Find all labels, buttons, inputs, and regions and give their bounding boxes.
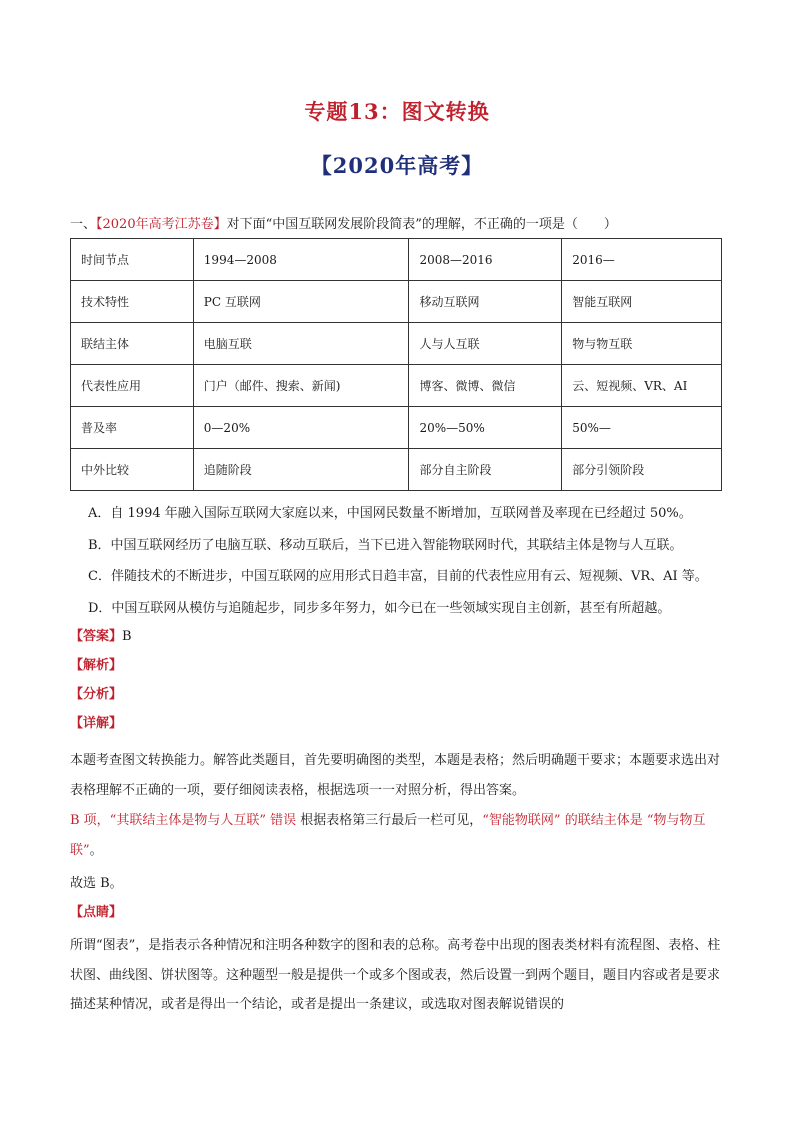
table-cell: 中外比较 bbox=[71, 449, 194, 491]
table-row bbox=[71, 365, 722, 407]
table-row bbox=[71, 323, 722, 365]
table-cell: 普及率 bbox=[71, 407, 194, 449]
answer-section bbox=[70, 622, 730, 738]
fenxi-label: 【分析】 bbox=[70, 687, 123, 702]
pointer-text: 所谓“图表”，是指表示各种情况和注明各种数字的图和表的总称。高考卷中出现的图表类材料有流程图、表格、柱状图、曲线图、饼状图等。这种题型一般是提供一个或多个图或表，然后设置一到两个题目，题目内容或者是要求描述某种情况，或者是得出一个结论，或者是提出一条建议，或选取对图表解说错误的 bbox=[70, 938, 721, 1012]
internet-stage-table bbox=[70, 238, 722, 491]
table-cell: 2008—2016 bbox=[409, 239, 562, 281]
analysis-label: 【解析】 bbox=[70, 658, 123, 673]
option-b: B．中国互联网经历了电脑互联、移动互联后，当下已进入智能物联网时代，其联结主体是物与人互联。 bbox=[88, 537, 683, 553]
table-cell: 部分自主阶段 bbox=[409, 449, 562, 491]
detail-label: 【详解】 bbox=[70, 716, 123, 731]
table-cell: 20%—50% bbox=[409, 407, 562, 449]
table-cell: 门户（邮件、搜索、新闻) bbox=[193, 365, 409, 407]
answer-label: 【答案】 bbox=[70, 629, 123, 644]
table-cell: 联结主体 bbox=[71, 323, 194, 365]
explain-correct: “智能物联网” 的联结主体是 “物与物互联” bbox=[70, 813, 706, 858]
answer-options bbox=[88, 498, 738, 624]
question-stem bbox=[70, 213, 730, 232]
table-cell: 部分引领阶段 bbox=[562, 449, 722, 491]
table-cell: 移动互联网 bbox=[409, 281, 562, 323]
table-cell: 2016— bbox=[562, 239, 722, 281]
option-d: D．中国互联网从模仿与追随起步，同步多年努力，如今已在一些领域实现自主创新，甚至有所超越。 bbox=[88, 600, 671, 616]
table-cell: 物与物互联 bbox=[562, 323, 722, 365]
table-cell: 智能互联网 bbox=[562, 281, 722, 323]
table-row bbox=[71, 239, 722, 281]
answer-line bbox=[70, 622, 730, 651]
table-row bbox=[71, 407, 722, 449]
option-a: A．自 1994 年融入国际互联网大家庭以来，中国网民数量不断增加，互联网普及率现在已经超过 50%。 bbox=[88, 506, 692, 521]
table-cell: 技术特性 bbox=[71, 281, 194, 323]
page-title: 专题13：图文转换 bbox=[304, 99, 490, 124]
explain-error: B 项，“其联结主体是物与人互联” 错误 bbox=[70, 813, 297, 828]
conclusion: 故选 B。 bbox=[70, 876, 123, 891]
pointer-label: 【点睛】 bbox=[70, 905, 123, 920]
table-row bbox=[71, 449, 722, 491]
table-cell: 人与人互联 bbox=[409, 323, 562, 365]
table-cell: 时间节点 bbox=[71, 239, 194, 281]
table-cell: 追随阶段 bbox=[193, 449, 409, 491]
explain-end: 。 bbox=[89, 842, 103, 858]
option-b-explanation bbox=[70, 806, 726, 865]
detail-text: 本题考查图文转换能力。解答此类题目，首先要明确图的类型，本题是表格；然后明确题干要求；本题要求选出对表格理解不正确的一项，要仔细阅读表格，根据选项一一对照分析，得出答案。 bbox=[70, 753, 721, 798]
explain-basis: 根据表格第三行最后一栏可见， bbox=[296, 813, 483, 828]
table-cell: 代表性应用 bbox=[71, 365, 194, 407]
question-text: 对下面“中国互联网发展阶段简表”的理解，不正确的一项是（ ） bbox=[226, 217, 617, 232]
table-cell: 电脑互联 bbox=[193, 323, 409, 365]
table-cell: 博客、微博、微信 bbox=[409, 365, 562, 407]
table-cell: PC 互联网 bbox=[193, 281, 409, 323]
question-number: 一、 bbox=[70, 217, 97, 232]
question-source: 【2020年高考江苏卷】 bbox=[96, 217, 227, 232]
option-c: C．伴随技术的不断进步，中国互联网的应用形式日趋丰富，目前的代表性应用有云、短视频、VR、AI 等。 bbox=[88, 569, 708, 584]
table-row bbox=[71, 281, 722, 323]
page-subtitle: 【2020年高考】 bbox=[310, 153, 484, 178]
answer-value: B bbox=[122, 629, 132, 644]
table-cell: 50%— bbox=[562, 407, 722, 449]
table-cell: 1994—2008 bbox=[193, 239, 409, 281]
table-cell: 云、短视频、VR、AI bbox=[562, 365, 722, 407]
table-cell: 0—20% bbox=[193, 407, 409, 449]
